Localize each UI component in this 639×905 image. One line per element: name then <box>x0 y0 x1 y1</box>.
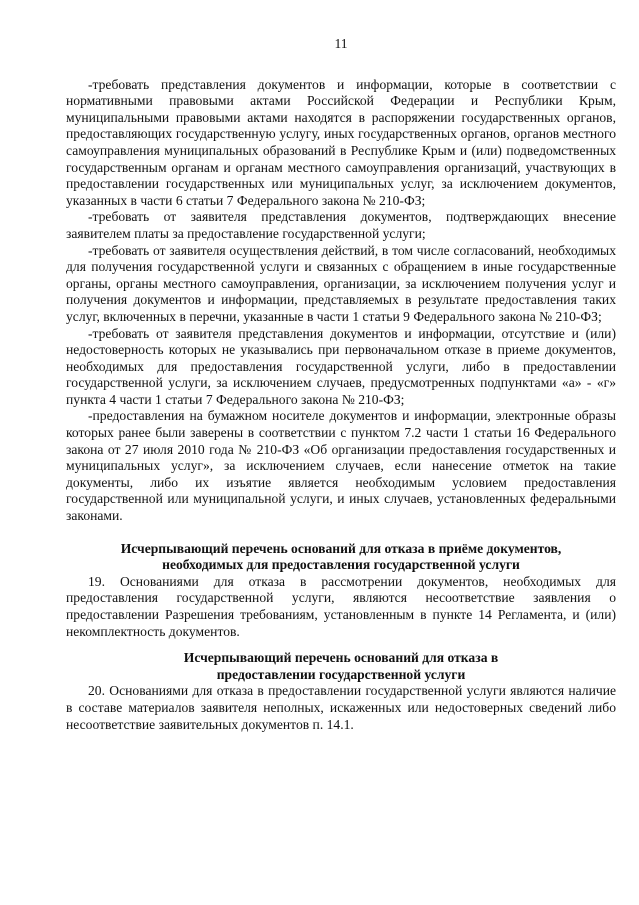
section-heading-refusal-service <box>66 650 616 683</box>
page-number: 11 <box>334 36 348 51</box>
heading-line: Исчерпывающий перечень оснований для отказа в <box>183 650 499 666</box>
spacer <box>66 640 616 650</box>
section-heading-refusal-acceptance <box>66 541 616 574</box>
document-page <box>66 36 616 733</box>
paragraph-requirement-1: -требовать представления документов и информации, которые в соответствии с нормативными правовыми актами Российской Федерации и Республики Крым, муниципальными правовыми актами находятся в распоряжении государственных органов, предоставляющих государственную услугу, иных государственных органов, органов местного самоуправления муниципальных образований в Республике Крым и (или) подведомственных государственным органам и органам местного самоуправления организаций, участвующих в предоставлении государственных или муниципальных услуг, за исключением документов, указанных в части 6 статьи 7 Федерального закона № 210-ФЗ; <box>66 76 616 208</box>
heading-line: необходимых для предоставления государственной услуги <box>162 557 520 573</box>
spacer <box>66 525 616 541</box>
paragraph-requirement-4: -требовать от заявителя представления документов и информации, отсутствие и (или) недостоверность которых не указывались при первоначальном отказе в приеме документов, необходимых для предоставления государственной услуги, либо в предоставлении государственной услуги, за исключением случаев, предусмотренных подпунктами «а» - «г» пункта 4 части 1 статьи 7 Федерального закона № 210-ФЗ; <box>66 325 616 407</box>
paragraph-requirement-2: -требовать от заявителя представления документов, подтверждающих внесение заявителем платы за предоставление государственной услуги; <box>66 209 616 241</box>
paragraph-19: 19. Основаниями для отказа в рассмотрении документов, необходимых для предоставления государственной услуги, являются несоответствие заявления о предоставлении Разрешения требованиям, установленным в пункте 14 Регламента, и (или) некомплектность документов. <box>66 573 616 639</box>
paragraph-20: 20. Основаниями для отказа в предоставлении государственной услуги являются наличие в составе материалов заявителя неполных, искаженных или недостоверных сведений либо несоответствие заявительных документов п. 14.1. <box>66 683 616 732</box>
paragraph-requirement-3: -требовать от заявителя осуществления действий, в том числе согласований, необходимых для получения государственной услуги и связанных с обращением в иные государственные органы, органы местного самоуправления, организации, за исключением получения услуг и получения документов и информации, представляемых в результате предоставления таких услуг, включенных в перечни, указанные в части 1 статьи 9 Федерального закона № 210-ФЗ; <box>66 242 616 324</box>
heading-line: Исчерпывающий перечень оснований для отказа в приёме документов, <box>120 540 562 556</box>
paragraph-requirement-5: -предоставления на бумажном носителе документов и информации, электронные образы которых ранее были заверены в соответствии с пунктом 7.2 части 1 статьи 16 Федерального закона от 27 июля 2010 года № 210-ФЗ «Об организации предоставления государственных и муниципальных услуг», за исключением случаев, если нанесение отметок на такие документы, либо их изъятие является необходимым условием предоставления государственной или муниципальной услуги, и иных случаев, установленных федеральными законами. <box>66 408 616 524</box>
heading-line: предоставлении государственной услуги <box>216 666 466 682</box>
